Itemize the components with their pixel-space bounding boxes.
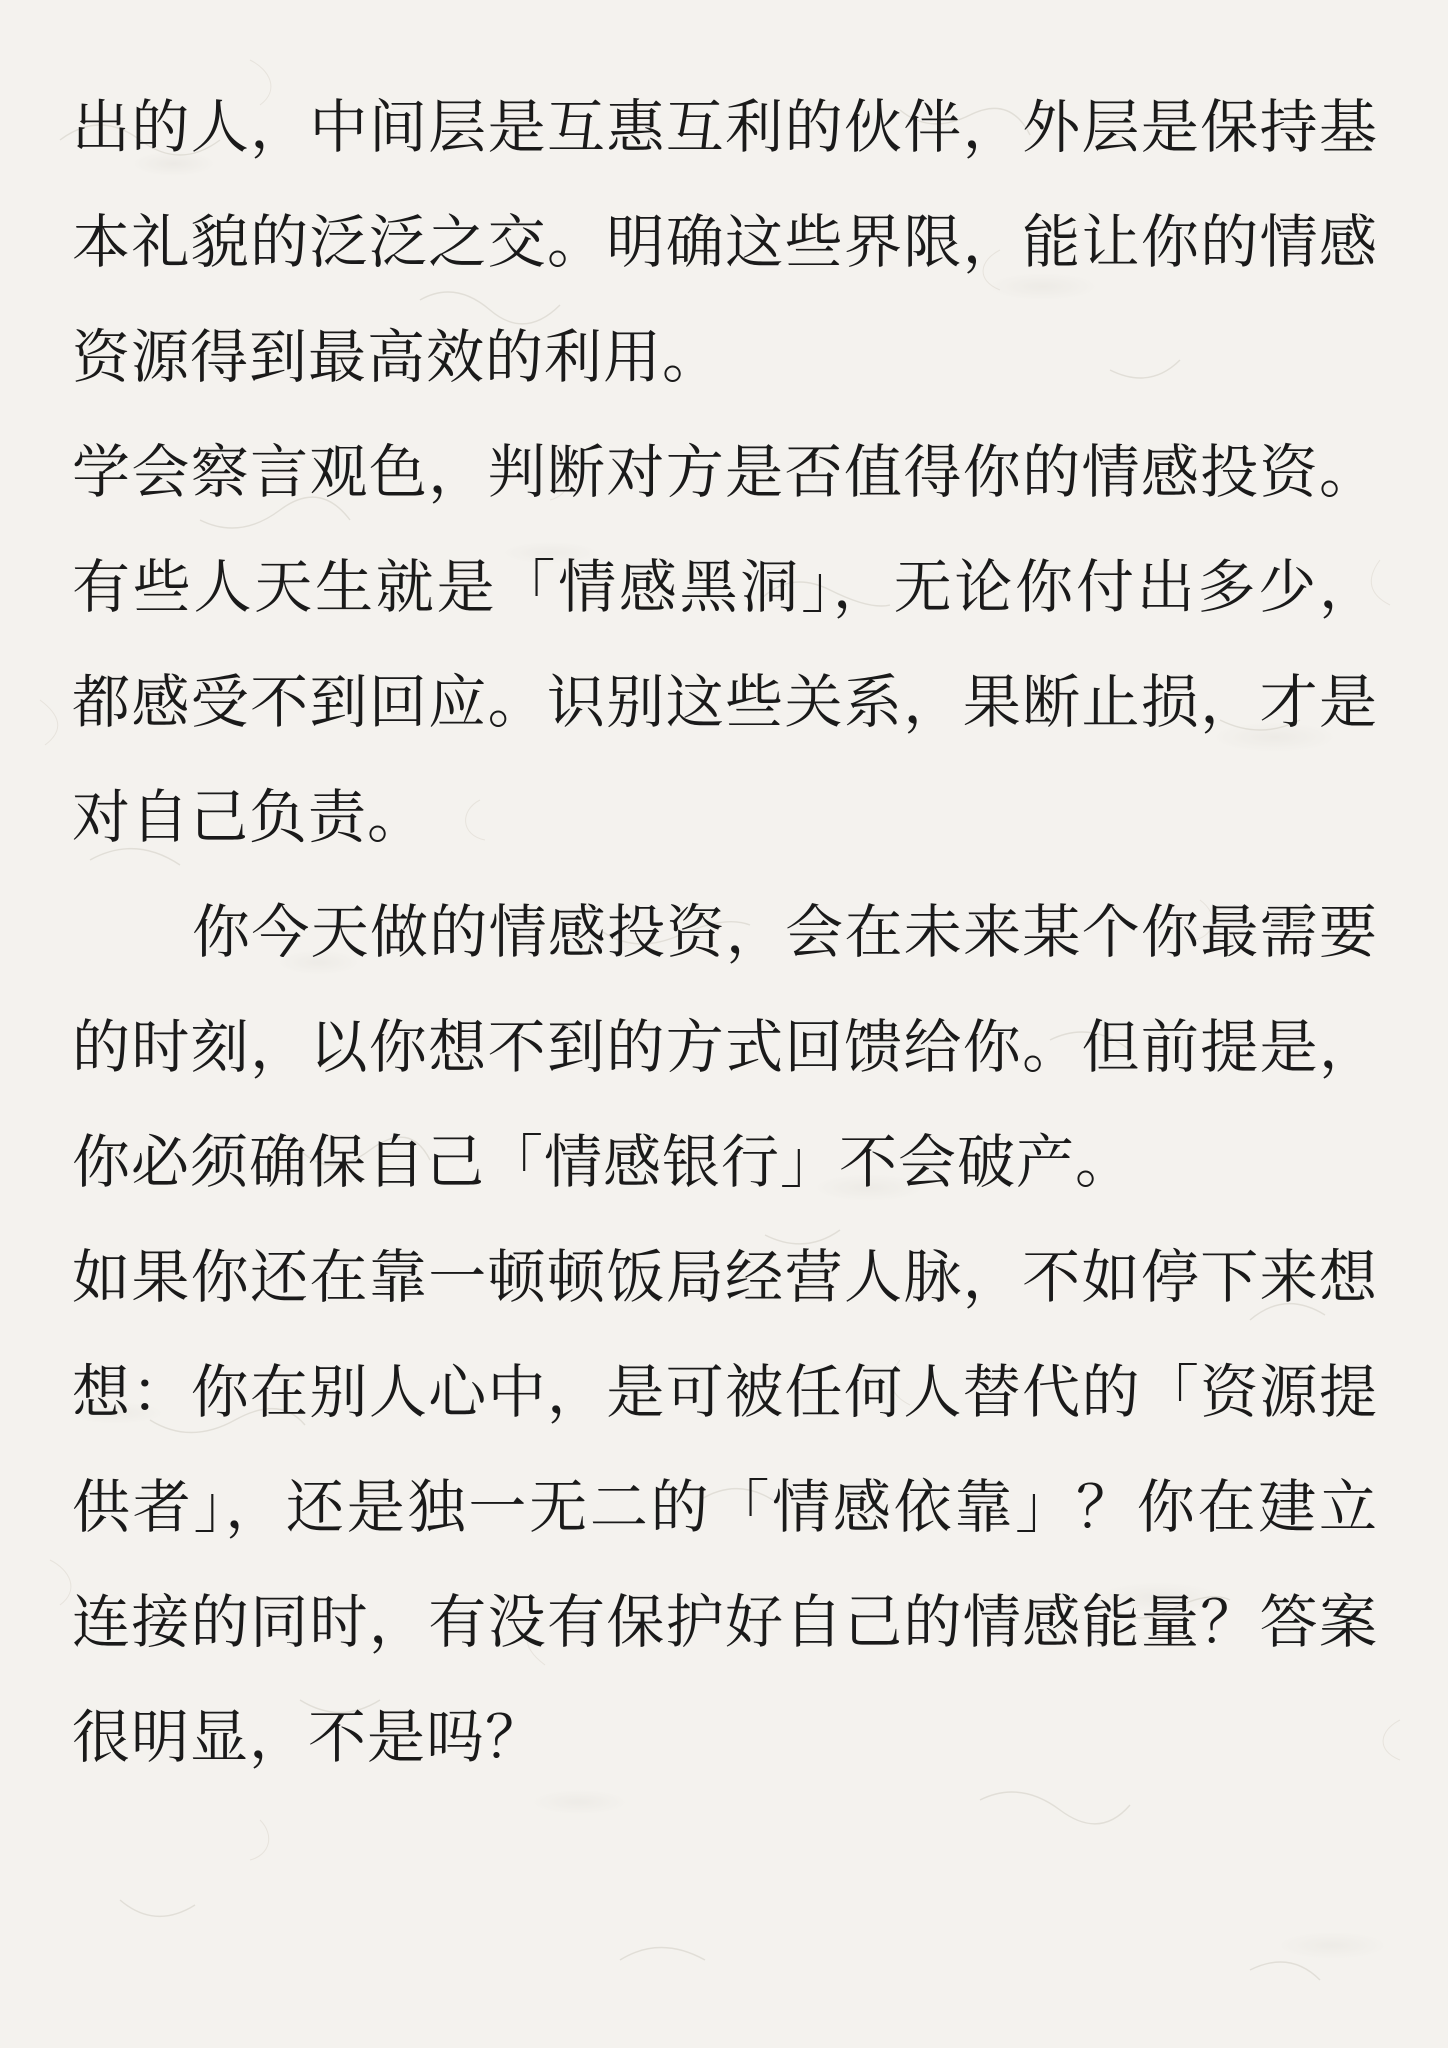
paragraph-4: 如果你还在靠一顿顿饭局经营人脉，不如停下来想想：你在别人心中，是可被任何人替代的「资源提供者」，还是独一无二的「情感依靠」？你在建立连接的同时，有没有保护好自己的情感能量？答案很明显，不是吗？: [72, 1243, 1378, 1771]
paragraph-1: 出的人，中间层是互惠互利的伙伴，外层是保持基本礼貌的泛泛之交。明确这些界限，能让你的情感资源得到最高效的利用。: [72, 93, 1378, 391]
paragraph-2: 学会察言观色，判断对方是否值得你的情感投资。有些人天生就是「情感黑洞」，无论你付出多少，都感受不到回应。识别这些关系，果断止损，才是对自己负责。: [72, 438, 1378, 851]
paragraph-3: 你今天做的情感投资，会在未来某个你最需要的时刻，以你想不到的方式回馈给你。但前提是，你必须确保自己「情感银行」不会破产。: [72, 898, 1378, 1196]
article-body: [72, 70, 1378, 1795]
